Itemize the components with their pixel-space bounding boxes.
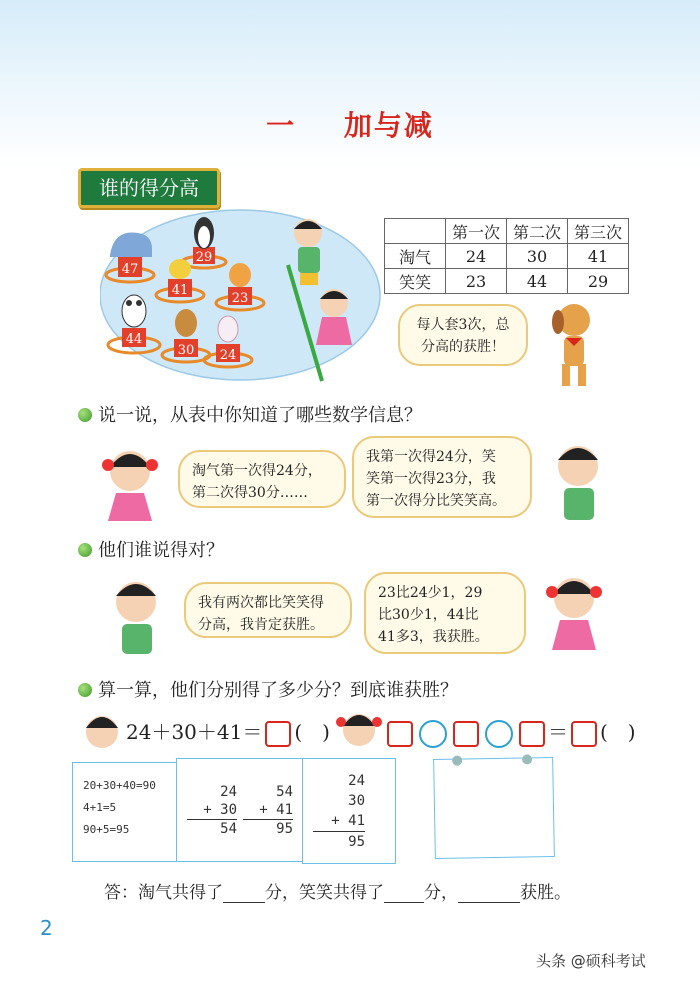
table-cell: 30: [507, 244, 568, 269]
green-bullet-icon: [78, 408, 92, 422]
calc-line: 95: [313, 831, 365, 852]
bubble-line: 每人套3次，总: [416, 317, 510, 333]
table-cell-name: 淘气: [385, 244, 446, 269]
bubble-line: 我有两次都比笑笑得: [198, 595, 324, 611]
answer-blank[interactable]: [384, 882, 424, 903]
table-cell: 44: [507, 269, 568, 294]
unit-paren: ( ): [294, 720, 330, 744]
question-2-text: 他们谁说得对？: [98, 540, 224, 561]
chapter-title: [0, 104, 700, 144]
operator-circle[interactable]: [419, 720, 447, 748]
girl-head-icon: [334, 706, 384, 752]
pin-icon: [522, 754, 532, 764]
answer-box[interactable]: [453, 721, 479, 747]
top-gradient-band: [0, 0, 700, 170]
chapter-number: 一: [266, 109, 297, 142]
score-deer: 30: [177, 343, 195, 358]
dog-speech-bubble: [398, 304, 528, 366]
chapter-name: 加与减: [343, 109, 434, 142]
calc-line: 20+30+40=90: [83, 779, 156, 792]
dog-illustration: [538, 298, 608, 390]
blank-note-card[interactable]: [433, 757, 555, 859]
answer-box[interactable]: [387, 721, 413, 747]
answer-blank[interactable]: [458, 882, 520, 903]
calc-line: 24: [220, 784, 237, 800]
operator-circle[interactable]: [485, 720, 513, 748]
speech-bubble-boy-1: [352, 436, 532, 518]
bubble-line: 23比24少1，29: [378, 585, 483, 601]
page-number: 2: [40, 916, 53, 940]
score-duck: 41: [171, 283, 189, 298]
pin-icon: [452, 756, 462, 766]
equals-sign: ＝: [548, 720, 568, 744]
answer-text: 获胜。: [520, 883, 571, 903]
answer-box[interactable]: [519, 721, 545, 747]
table-cell: 41: [568, 244, 629, 269]
calc-line: 30: [348, 793, 365, 809]
calc-line: + 41: [331, 813, 365, 829]
bubble-line: 第一次得分比笑笑高。: [366, 493, 506, 509]
table-header-row: [385, 219, 629, 244]
boy-illustration: [100, 578, 180, 658]
question-3-text: 算一算，他们分别得了多少分？到底谁获胜？: [98, 680, 458, 701]
score-table: [384, 218, 629, 294]
score-penguin: 29: [195, 250, 213, 265]
equation-expression: 24＋30＋41＝: [126, 720, 263, 744]
lesson-title-badge: 谁的得分高: [78, 168, 220, 208]
bubble-line: 分高的获胜！: [421, 339, 505, 355]
question-3: [78, 676, 458, 702]
calc-line: 95: [243, 819, 293, 838]
calc-line: 90+5=95: [83, 823, 130, 836]
table-header-cell: [385, 219, 446, 244]
score-rabbit: 24: [219, 348, 237, 363]
watermark: 头条 @硕科考试: [536, 952, 646, 970]
girl-illustration: [540, 572, 610, 657]
table-cell: 29: [568, 269, 629, 294]
question-1-text: 说一说，从表中你知道了哪些数学信息？: [98, 405, 422, 426]
table-cell-name: 笑笑: [385, 269, 446, 294]
equation-xiaoxiao: [384, 716, 636, 748]
answer-text: 分，笑笑共得了: [265, 883, 384, 903]
speech-bubble-girl-1: [178, 450, 346, 508]
bubble-line: 第二次得30分……: [192, 485, 308, 501]
answer-sentence: [104, 878, 571, 903]
table-header-cell: 第二次: [507, 219, 568, 244]
bubble-line: 淘气第一次得24分，: [192, 463, 322, 479]
calc-line: 4+1=5: [83, 801, 117, 814]
table-header-cell: 第一次: [446, 219, 507, 244]
equation-taoqi: [126, 716, 330, 747]
calc-line: + 41: [259, 802, 293, 818]
calc-card-3: [302, 758, 396, 864]
table-row: [385, 244, 629, 269]
boy-and-girl-illustration: [282, 215, 362, 365]
table-cell: 24: [446, 244, 507, 269]
table-row: [385, 269, 629, 294]
unit-paren: ( ): [600, 720, 636, 744]
question-1: [78, 401, 422, 427]
calc-line: + 30: [203, 802, 237, 818]
speech-bubble-boy-2: [184, 582, 352, 638]
green-bullet-icon: [78, 683, 92, 697]
calc-card-2: [176, 758, 308, 862]
calc-line: 54: [187, 819, 237, 838]
bubble-line: 41多3，我获胜。: [378, 629, 489, 645]
girl-illustration: [96, 445, 166, 525]
table-cell: 23: [446, 269, 507, 294]
table-header-cell: 第三次: [568, 219, 629, 244]
question-2: [78, 536, 224, 562]
calc-card-1: [72, 762, 182, 862]
answer-box[interactable]: [571, 721, 597, 747]
answer-text: 答：淘气共得了: [104, 883, 223, 903]
green-bullet-icon: [78, 543, 92, 557]
score-cat: 23: [231, 291, 249, 306]
bubble-line: 我第一次得24分，笑: [366, 449, 496, 465]
speech-bubble-girl-2: [364, 572, 526, 654]
calc-line: 24: [348, 773, 365, 789]
boy-illustration: [540, 440, 620, 525]
answer-box[interactable]: [265, 721, 291, 747]
bubble-line: 笑第一次得23分，我: [366, 471, 496, 487]
score-elephant: 47: [121, 262, 139, 277]
bubble-line: 分高，我肯定获胜。: [198, 617, 324, 633]
bubble-line: 比30少1，44比: [378, 607, 479, 623]
boy-head-icon: [80, 708, 124, 752]
answer-blank[interactable]: [223, 882, 265, 903]
answer-text: 分，: [424, 883, 458, 903]
calc-line: 54: [276, 784, 293, 800]
score-panda: 44: [125, 332, 143, 347]
